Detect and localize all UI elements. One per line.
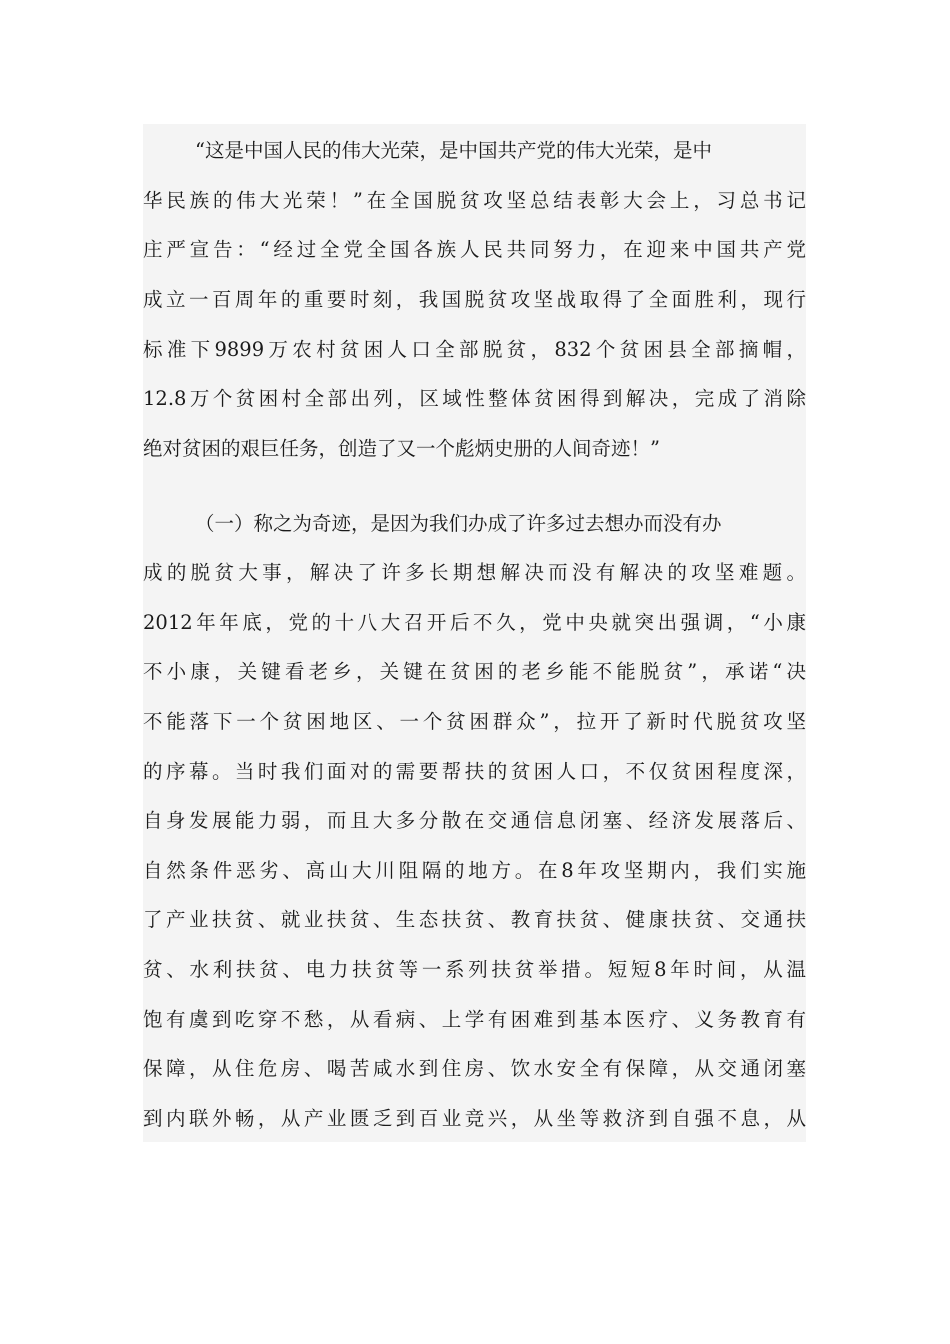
paragraph-line: 自身发展能力弱，而且大多分散在交通信息闭塞、经济发展落后、 xyxy=(143,809,806,832)
paragraph-line: 的序幕。当时我们面对的需要帮扶的贫困人口，不仅贫困程度深， xyxy=(143,760,806,783)
paragraph-line: 到内联外畅，从产业匮乏到百业竞兴，从坐等救济到自强不息，从 xyxy=(143,1107,806,1130)
paragraph-line: 不能落下一个贫困地区、一个贫困群众”，拉开了新时代脱贫攻坚 xyxy=(143,710,806,733)
paragraph-line: 12.8万个贫困村全部出列，区域性整体贫困得到解决，完成了消除 xyxy=(143,387,806,410)
paragraph-line: 成立一百周年的重要时刻，我国脱贫攻坚战取得了全面胜利，现行 xyxy=(143,288,806,311)
paragraph-line: 不小康，关键看老乡，关键在贫困的老乡能不能脱贫”，承诺“决 xyxy=(143,660,806,683)
paragraph-line: 华民族的伟大光荣！”在全国脱贫攻坚总结表彰大会上，习总书记 xyxy=(143,189,806,212)
paragraph-line: 保障，从住危房、喝苦咸水到住房、饮水安全有保障，从交通闭塞 xyxy=(143,1057,806,1080)
document-text-block xyxy=(143,124,806,1142)
paragraph-line: 饱有虞到吃穿不愁，从看病、上学有困难到基本医疗、义务教育有 xyxy=(143,1008,806,1031)
paragraph-line: 了产业扶贫、就业扶贫、生态扶贫、教育扶贫、健康扶贫、交通扶 xyxy=(143,908,806,931)
paragraph-line: 2012年年底，党的十八大召开后不久，党中央就突出强调，“小康 xyxy=(143,611,806,634)
paragraph-line: 贫、水利扶贫、电力扶贫等一系列扶贫举措。短短8年时间，从温 xyxy=(143,958,806,981)
paragraph-line: 自然条件恶劣、高山大川阻隔的地方。在8年攻坚期内，我们实施 xyxy=(143,859,806,882)
paragraph-line: 绝对贫困的艰巨任务，创造了又一个彪炳史册的人间奇迹！” xyxy=(143,437,660,460)
paragraph-line: 成的脱贫大事，解决了许多长期想解决而没有解决的攻坚难题。 xyxy=(143,561,806,584)
paragraph-line: （一）称之为奇迹，是因为我们办成了许多过去想办而没有办 xyxy=(195,512,722,535)
paragraph-line: “这是中国人民的伟大光荣，是中国共产党的伟大光荣，是中 xyxy=(195,139,712,162)
paragraph-line: 标准下9899万农村贫困人口全部脱贫，832个贫困县全部摘帽， xyxy=(143,338,806,361)
paragraph-line: 庄严宣告：“经过全党全国各族人民共同努力，在迎来中国共产党 xyxy=(143,238,806,261)
